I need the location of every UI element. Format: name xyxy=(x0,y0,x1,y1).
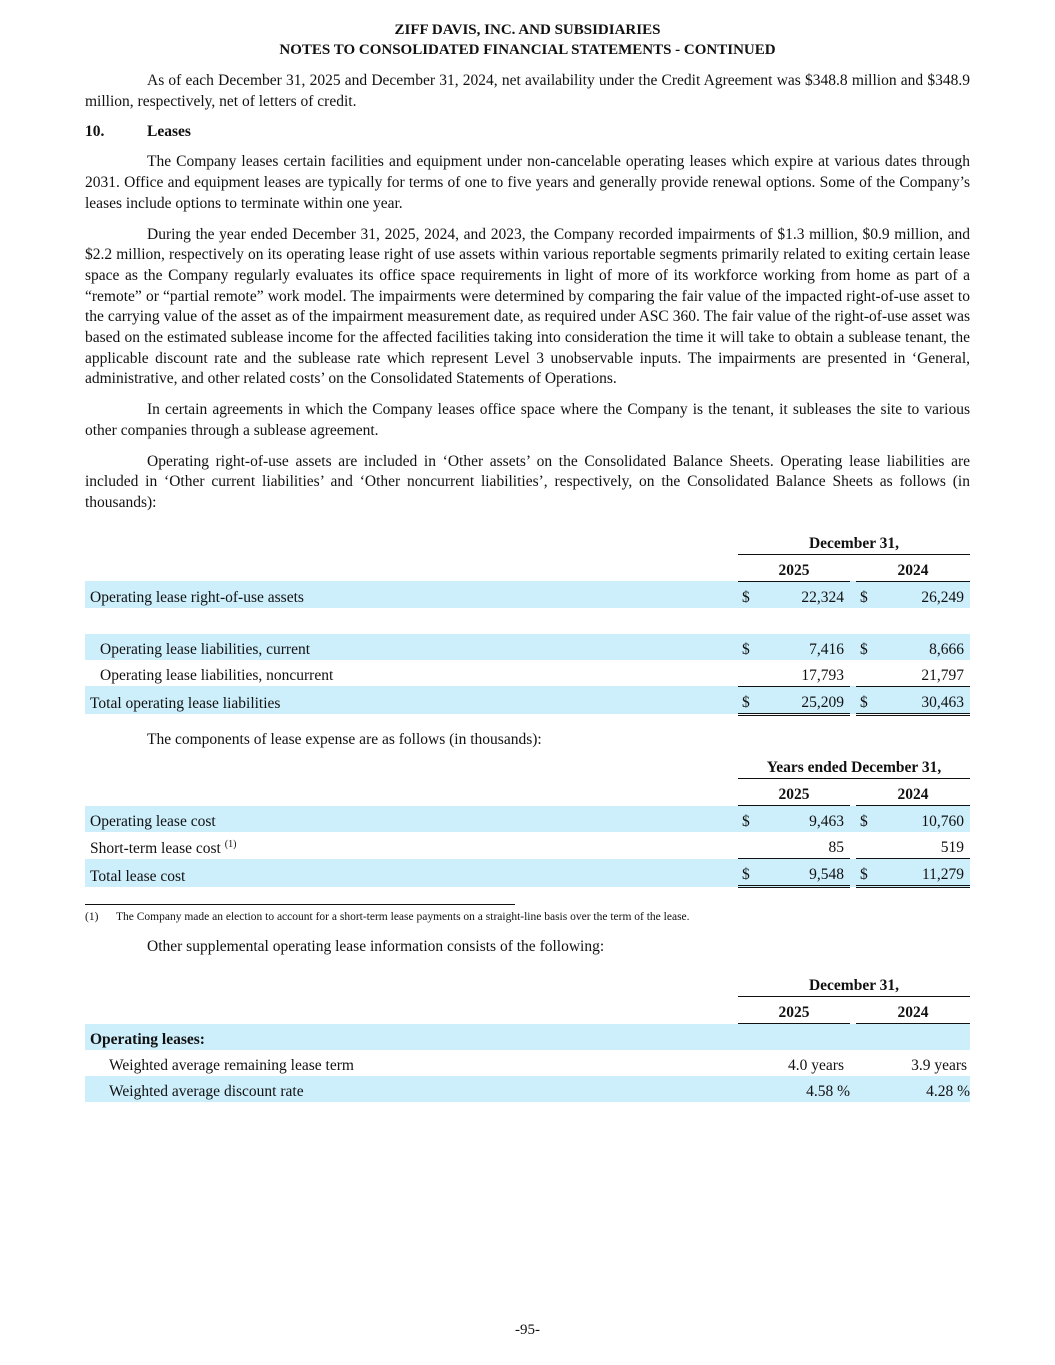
currency-symbol: $ xyxy=(738,806,756,833)
footnote xyxy=(85,911,970,923)
currency-symbol: $ xyxy=(856,581,874,608)
spacer-row xyxy=(85,608,970,634)
year-2025-header: 2025 xyxy=(738,997,850,1024)
table-row xyxy=(85,581,970,608)
value-2024: 21,797 xyxy=(874,660,970,687)
year-2025-header: 2025 xyxy=(738,554,850,581)
company-header xyxy=(85,20,970,60)
row-label: Short-term lease cost xyxy=(90,839,221,857)
value-2025: 7,416 xyxy=(756,634,850,660)
leases-paragraph-3: In certain agreements in which the Company leases office space where the Company is the tenant, it subleases the site to various other companies through a sublease agreement. xyxy=(85,401,970,439)
table-header-row xyxy=(85,970,970,997)
table-row xyxy=(85,1076,970,1102)
credit-availability-paragraph: As of each December 31, 2025 and December 31, 2024, net availability under the Credit Agreement was $348.8 million and $348.9 million, respectively, net of letters of credit. xyxy=(85,72,970,110)
year-2024-header: 2024 xyxy=(856,997,970,1024)
document-page xyxy=(85,20,970,1102)
period-header: December 31, xyxy=(738,528,970,555)
value-2024: 30,463 xyxy=(874,686,970,714)
currency-symbol: $ xyxy=(856,806,874,833)
section-number: 10. xyxy=(85,123,105,141)
value-2024: 519 xyxy=(874,832,970,859)
lease-expense-table xyxy=(85,752,970,888)
supplemental-lease-table xyxy=(85,970,970,1102)
table-total-row xyxy=(85,859,970,887)
table-row xyxy=(85,1050,970,1076)
footnote-marker: (1) xyxy=(85,911,99,924)
leases-paragraph-1: The Company leases certain facilities and equipment under non-cancelable operating leases which expire at various dates through 2031. Office and equipment leases are typically for terms of one to five years and generally provide renewal options. Some of the Company’s leases include options to terminate within one year. xyxy=(85,153,970,212)
value-2025: 22,324 xyxy=(756,581,850,608)
value-2024: 11,279 xyxy=(874,859,970,887)
table-row xyxy=(85,660,970,687)
period-header: Years ended December 31, xyxy=(738,752,970,779)
value-2025: 9,463 xyxy=(756,806,850,833)
table-year-row xyxy=(85,779,970,806)
header-notes-title: NOTES TO CONSOLIDATED FINANCIAL STATEMENTS - CONTINUED xyxy=(279,42,776,58)
value-2025: 25,209 xyxy=(756,686,850,714)
table-year-row xyxy=(85,554,970,581)
value-2024: 8,666 xyxy=(874,634,970,660)
leases-paragraph-4: Operating right-of-use assets are included in ‘Other assets’ on the Consolidated Balance Sheets. Operating lease liabilities are included in ‘Other current liabilities’ and ‘Other noncurrent liabilities’, respectively, on the Consolidated Balance Sheets as follows (in thousands): xyxy=(85,452,970,511)
value-2025: 9,548 xyxy=(756,859,850,887)
footnote-divider xyxy=(85,904,515,905)
period-header: December 31, xyxy=(738,970,970,997)
value-2025: 85 xyxy=(756,832,850,859)
section-heading xyxy=(85,122,970,142)
value-2024: 3.9 years xyxy=(911,1057,968,1075)
row-label: Total lease cost xyxy=(85,859,738,887)
value-2024: 26,249 xyxy=(874,581,970,608)
table-total-row xyxy=(85,686,970,714)
lease-expense-intro: The components of lease expense are as follows (in thousands): xyxy=(147,730,542,748)
value-2025: 4.58 % xyxy=(738,1076,850,1102)
year-2024-header: 2024 xyxy=(856,554,970,581)
table-row xyxy=(85,806,970,833)
row-label: Operating lease liabilities, noncurrent xyxy=(100,667,334,685)
row-label: Weighted average remaining lease term xyxy=(109,1057,354,1075)
group-label: Operating leases: xyxy=(85,1024,738,1051)
header-company-name: ZIFF DAVIS, INC. AND SUBSIDIARIES xyxy=(394,22,661,38)
table-header-row xyxy=(85,752,970,779)
currency-symbol: $ xyxy=(738,686,756,714)
year-2024-header: 2024 xyxy=(856,779,970,806)
value-2025: 4.0 years xyxy=(788,1057,844,1075)
supplemental-intro: Other supplemental operating lease information consists of the following: xyxy=(147,938,605,956)
value-2024: 4.28 % xyxy=(856,1076,970,1102)
currency-symbol: $ xyxy=(856,859,874,887)
currency-symbol: $ xyxy=(856,686,874,714)
table-row xyxy=(85,832,970,859)
table-header-row xyxy=(85,528,970,555)
table-year-row xyxy=(85,997,970,1024)
section-title: Leases xyxy=(147,123,191,141)
balance-sheet-lease-table xyxy=(85,528,970,716)
row-label: Operating lease liabilities, current xyxy=(85,634,738,660)
row-label: Operating lease cost xyxy=(85,806,738,833)
row-label: Weighted average discount rate xyxy=(85,1076,738,1102)
currency-symbol: $ xyxy=(738,859,756,887)
value-2025: 17,793 xyxy=(756,660,850,687)
row-label: Total operating lease liabilities xyxy=(85,686,738,714)
currency-symbol: $ xyxy=(738,581,756,608)
page-number: -95- xyxy=(515,1322,540,1338)
currency-symbol: $ xyxy=(856,634,874,660)
footnote-text: The Company made an election to account for a short-term lease payments on a straight-line basis over the term of the lease. xyxy=(116,911,690,924)
value-2024: 10,760 xyxy=(874,806,970,833)
currency-symbol: $ xyxy=(738,634,756,660)
table-row xyxy=(85,634,970,660)
row-label-with-footnote xyxy=(85,832,738,859)
footnote-reference: (1) xyxy=(224,838,237,850)
group-header-row xyxy=(85,1024,970,1051)
leases-paragraph-2: During the year ended December 31, 2025, 2024, and 2023, the Company recorded impairments of $1.3 million, $0.9 million, and $2.2 million, respectively on its operating lease right of use assets within various reportable segments primarily related to exiting certain lease space as the Company regularly evaluates its office space requirements in light of more of its workforce working from home as part of a “remote” or “partial remote” work model. The impairments were determined by comparing the fair value of the impacted right-of-use asset to the carrying value of the asset as of the impairment measurement date, as required under ASC 360. The fair value of the right-of-use asset was based on the estimated sublease income for the affected facilities taking into consideration the time it will take to obtain a sublease tenant, the applicable discount rate and the sublease rate which represent Level 3 unobservable inputs. The impairments are presented in ‘General, administrative, and other related costs’ on the Consolidated Statements of Operations. xyxy=(85,225,970,388)
row-label: Operating lease right-of-use assets xyxy=(85,581,738,608)
year-2025-header: 2025 xyxy=(738,779,850,806)
